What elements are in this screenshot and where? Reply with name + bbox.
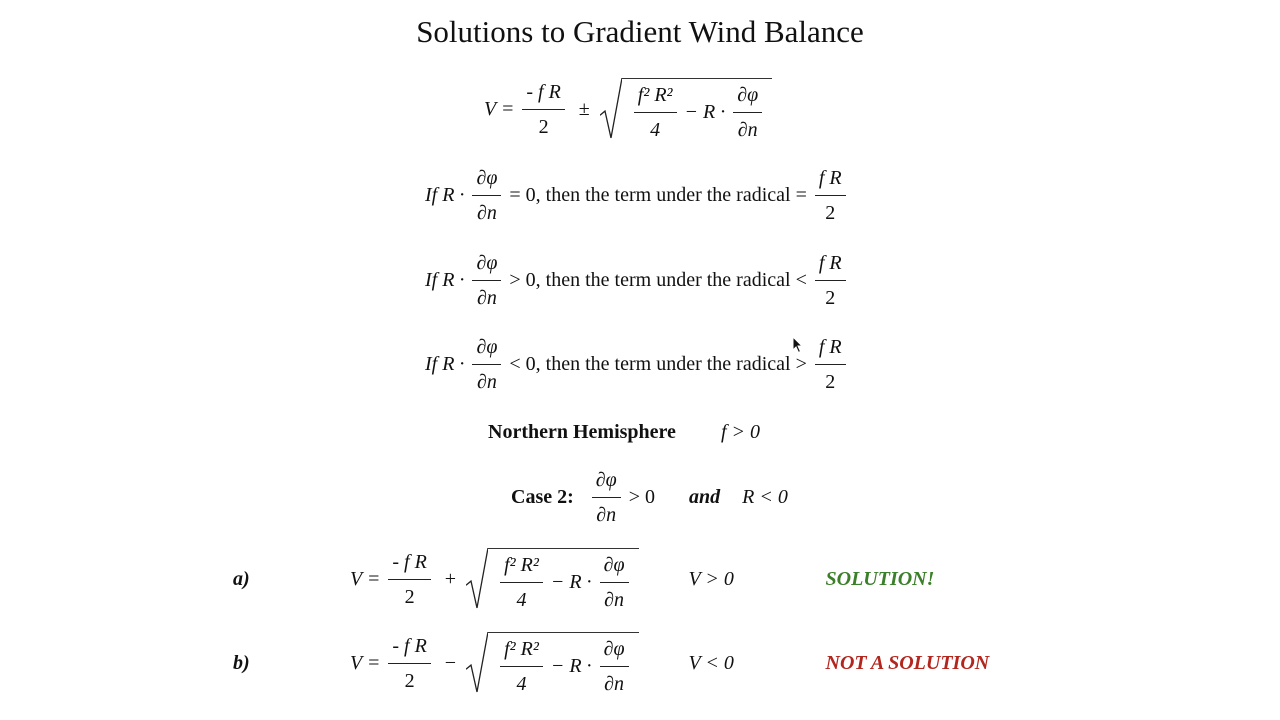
numerator: ∂φ	[476, 167, 498, 189]
condition-text: = 0, then the term under the radical =	[509, 184, 807, 206]
condition-row	[425, 168, 854, 223]
radical-icon	[466, 632, 488, 694]
denominator: ∂n	[476, 287, 497, 309]
numerator: ∂φ	[737, 84, 759, 106]
solution-row-b	[233, 632, 989, 694]
denominator: 2	[825, 287, 836, 309]
velocity-condition: V > 0	[688, 567, 734, 590]
solution-label: a)	[233, 567, 250, 590]
numerator: - f R	[392, 550, 427, 573]
condition-prefix: If R ·	[425, 353, 465, 375]
numerator: - f R	[526, 80, 561, 103]
minus-r: − R ·	[684, 101, 726, 123]
gradient-wind-formula	[484, 78, 772, 140]
denominator: ∂n	[604, 673, 624, 695]
hemisphere-row	[488, 421, 760, 444]
numerator: - f R	[392, 634, 427, 657]
numerator: ∂φ	[595, 469, 617, 491]
solution-verdict: SOLUTION!	[825, 567, 935, 590]
square-root	[600, 78, 772, 140]
denominator: 4	[650, 119, 661, 141]
numerator: ∂φ	[476, 252, 498, 274]
fraction	[522, 82, 564, 137]
denominator: 4	[516, 673, 527, 695]
numerator: ∂φ	[603, 554, 625, 576]
condition-text: < 0, then the term under the radical >	[509, 353, 807, 375]
minus-r: − R ·	[550, 571, 592, 593]
operator: +	[444, 567, 457, 590]
numerator: f R	[818, 252, 842, 274]
formula-lhs: V =	[484, 97, 515, 120]
mouse-cursor-icon	[792, 336, 804, 354]
denominator: 2	[404, 669, 415, 692]
case-and: and	[689, 486, 721, 508]
case-r-condition: R < 0	[742, 486, 788, 508]
denominator: 2	[825, 371, 836, 393]
case-gradient-condition: > 0	[628, 486, 655, 508]
condition-prefix: If R ·	[425, 269, 465, 291]
condition-row	[425, 253, 854, 308]
formula-lhs: V =	[350, 651, 381, 674]
solution-verdict: NOT A SOLUTION	[825, 651, 990, 674]
case-row	[511, 470, 788, 525]
numerator: ∂φ	[603, 638, 625, 660]
square-root	[466, 632, 638, 694]
condition-text: > 0, then the term under the radical <	[509, 269, 807, 291]
numerator: f R	[818, 336, 842, 358]
numerator: f² R²	[504, 554, 539, 576]
hemisphere-condition: f > 0	[720, 421, 760, 443]
radical-icon	[600, 78, 622, 140]
denominator: ∂n	[737, 119, 758, 141]
denominator: ∂n	[476, 202, 497, 224]
minus-r: − R ·	[550, 655, 592, 677]
hemisphere-label: Northern Hemisphere	[488, 421, 676, 443]
radical-icon	[466, 548, 488, 610]
numerator: ∂φ	[476, 336, 498, 358]
denominator: ∂n	[604, 589, 624, 611]
condition-prefix: If R ·	[425, 184, 465, 206]
numerator: f R	[818, 167, 842, 189]
condition-row	[425, 337, 854, 392]
denominator: 2	[538, 115, 549, 138]
velocity-condition: V < 0	[688, 651, 734, 674]
denominator: 2	[404, 585, 415, 608]
solution-row-a	[233, 548, 934, 610]
plus-minus: ±	[578, 97, 590, 120]
formula-lhs: V =	[350, 567, 381, 590]
denominator: 2	[825, 202, 836, 224]
numerator: f² R²	[637, 84, 673, 106]
denominator: ∂n	[476, 371, 497, 393]
denominator: ∂n	[596, 504, 617, 526]
slide-title: Solutions to Gradient Wind Balance	[416, 14, 864, 49]
numerator: f² R²	[504, 638, 539, 660]
denominator: 4	[516, 589, 527, 611]
case-label: Case 2:	[511, 486, 574, 508]
operator: −	[444, 651, 457, 674]
solution-label: b)	[233, 651, 250, 674]
square-root	[466, 548, 638, 610]
